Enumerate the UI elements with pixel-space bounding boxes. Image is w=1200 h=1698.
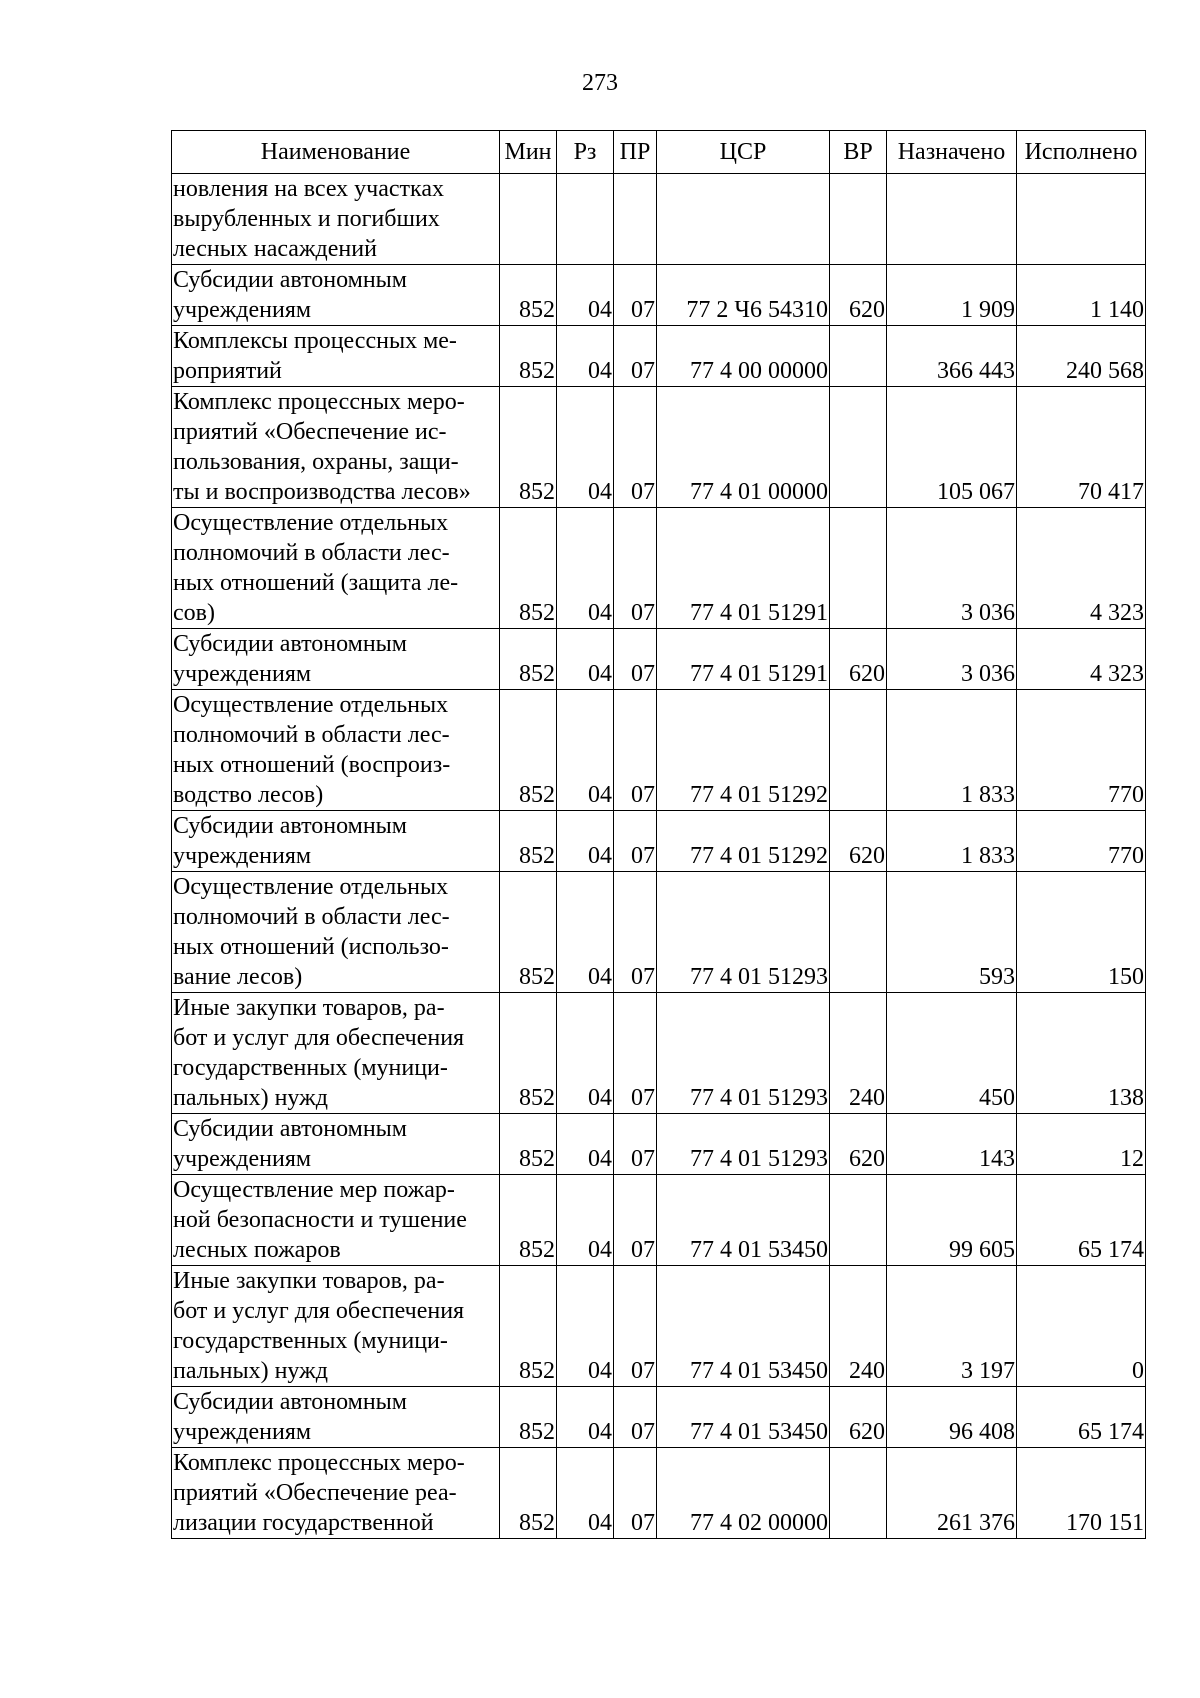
cell-csr: 77 4 01 00000: [657, 387, 830, 508]
cell-executed: 138: [1017, 993, 1146, 1114]
header-executed: Исполнено: [1017, 131, 1146, 174]
table-row: [172, 811, 1146, 872]
cell-assigned: 261 376: [887, 1448, 1017, 1539]
cell-assigned: 366 443: [887, 326, 1017, 387]
cell-name: Субсидии автономным учреждениям: [172, 811, 500, 872]
table-row: [172, 629, 1146, 690]
table-header-row: [172, 131, 1146, 174]
cell-min: 852: [500, 387, 557, 508]
cell-pr: 07: [614, 1175, 657, 1266]
cell-executed: [1017, 174, 1146, 265]
cell-vr: 620: [830, 1387, 887, 1448]
cell-csr: 77 4 01 51292: [657, 690, 830, 811]
cell-assigned: 450: [887, 993, 1017, 1114]
cell-pr: 07: [614, 265, 657, 326]
cell-rz: 04: [557, 1387, 614, 1448]
cell-rz: 04: [557, 811, 614, 872]
table-row: [172, 326, 1146, 387]
cell-executed: 770: [1017, 811, 1146, 872]
cell-csr: 77 4 01 53450: [657, 1175, 830, 1266]
cell-executed: 240 568: [1017, 326, 1146, 387]
cell-assigned: [887, 174, 1017, 265]
cell-min: [500, 174, 557, 265]
cell-csr: 77 4 02 00000: [657, 1448, 830, 1539]
cell-pr: 07: [614, 1114, 657, 1175]
cell-min: 852: [500, 1114, 557, 1175]
cell-min: 852: [500, 1448, 557, 1539]
cell-pr: 07: [614, 326, 657, 387]
cell-name: Субсидии автономным учреждениям: [172, 265, 500, 326]
cell-pr: 07: [614, 387, 657, 508]
cell-vr: 620: [830, 629, 887, 690]
table-row: [172, 1387, 1146, 1448]
cell-rz: 04: [557, 690, 614, 811]
table-row: [172, 1266, 1146, 1387]
budget-table: [171, 130, 1146, 1539]
cell-rz: 04: [557, 993, 614, 1114]
cell-assigned: 3 036: [887, 508, 1017, 629]
cell-min: 852: [500, 690, 557, 811]
cell-min: 852: [500, 508, 557, 629]
cell-rz: 04: [557, 508, 614, 629]
cell-vr: 240: [830, 993, 887, 1114]
cell-executed: 12: [1017, 1114, 1146, 1175]
cell-executed: 0: [1017, 1266, 1146, 1387]
cell-pr: 07: [614, 1387, 657, 1448]
cell-assigned: 99 605: [887, 1175, 1017, 1266]
cell-name: новления на всех участках вырубленных и погибших лесных насаждений: [172, 174, 500, 265]
cell-csr: 77 4 01 51291: [657, 508, 830, 629]
cell-vr: [830, 1175, 887, 1266]
cell-assigned: 105 067: [887, 387, 1017, 508]
cell-vr: [830, 1448, 887, 1539]
header-min: Мин: [500, 131, 557, 174]
cell-vr: [830, 326, 887, 387]
table-row: [172, 872, 1146, 993]
cell-pr: 07: [614, 508, 657, 629]
cell-csr: 77 4 01 53450: [657, 1387, 830, 1448]
cell-vr: 620: [830, 1114, 887, 1175]
header-csr: ЦСР: [657, 131, 830, 174]
cell-min: 852: [500, 872, 557, 993]
cell-csr: 77 4 01 51293: [657, 993, 830, 1114]
cell-assigned: 96 408: [887, 1387, 1017, 1448]
cell-assigned: 3 197: [887, 1266, 1017, 1387]
header-vr: ВР: [830, 131, 887, 174]
page-number: 273: [582, 70, 618, 96]
cell-assigned: 3 036: [887, 629, 1017, 690]
cell-csr: 77 4 01 51292: [657, 811, 830, 872]
cell-executed: 4 323: [1017, 508, 1146, 629]
table-row: [172, 1448, 1146, 1539]
cell-rz: 04: [557, 1448, 614, 1539]
cell-pr: 07: [614, 811, 657, 872]
cell-name: Осуществление отдельных полномочий в области лес- ных отношений (защита ле- сов): [172, 508, 500, 629]
table-row: [172, 993, 1146, 1114]
cell-pr: 07: [614, 690, 657, 811]
cell-name: Субсидии автономным учреждениям: [172, 1114, 500, 1175]
cell-pr: 07: [614, 993, 657, 1114]
cell-pr: [614, 174, 657, 265]
cell-executed: 65 174: [1017, 1387, 1146, 1448]
cell-csr: 77 4 00 00000: [657, 326, 830, 387]
cell-csr: 77 4 01 53450: [657, 1266, 830, 1387]
cell-executed: 1 140: [1017, 265, 1146, 326]
cell-rz: 04: [557, 265, 614, 326]
table-row: [172, 690, 1146, 811]
cell-min: 852: [500, 993, 557, 1114]
cell-name: Комплекс процессных меро- приятий «Обеспечение реа- лизации государственной: [172, 1448, 500, 1539]
cell-assigned: 593: [887, 872, 1017, 993]
header-assigned: Назначено: [887, 131, 1017, 174]
cell-rz: 04: [557, 1114, 614, 1175]
cell-assigned: 1 833: [887, 690, 1017, 811]
header-pr: ПР: [614, 131, 657, 174]
cell-executed: 4 323: [1017, 629, 1146, 690]
cell-rz: 04: [557, 629, 614, 690]
cell-csr: 77 4 01 51293: [657, 1114, 830, 1175]
cell-csr: [657, 174, 830, 265]
cell-min: 852: [500, 1175, 557, 1266]
cell-assigned: 1 833: [887, 811, 1017, 872]
cell-executed: 65 174: [1017, 1175, 1146, 1266]
cell-name: Комплексы процессных ме- роприятий: [172, 326, 500, 387]
header-name: Наименование: [172, 131, 500, 174]
cell-name: Осуществление мер пожар- ной безопасности и тушение лесных пожаров: [172, 1175, 500, 1266]
cell-csr: 77 2 Ч6 54310: [657, 265, 830, 326]
table-row: [172, 387, 1146, 508]
cell-min: 852: [500, 1266, 557, 1387]
cell-vr: [830, 387, 887, 508]
cell-csr: 77 4 01 51293: [657, 872, 830, 993]
table-row: [172, 1175, 1146, 1266]
cell-pr: 07: [614, 1266, 657, 1387]
cell-executed: 70 417: [1017, 387, 1146, 508]
cell-rz: 04: [557, 1266, 614, 1387]
cell-vr: 620: [830, 265, 887, 326]
table-row: [172, 508, 1146, 629]
cell-vr: [830, 872, 887, 993]
cell-min: 852: [500, 265, 557, 326]
cell-pr: 07: [614, 629, 657, 690]
table-row: [172, 265, 1146, 326]
cell-vr: 620: [830, 811, 887, 872]
cell-name: Субсидии автономным учреждениям: [172, 629, 500, 690]
cell-name: Комплекс процессных меро- приятий «Обеспечение ис- пользования, охраны, защи- ты и воспроизводства лесов»: [172, 387, 500, 508]
cell-name: Иные закупки товаров, ра- бот и услуг для обеспечения государственных (муници- пальных) нужд: [172, 1266, 500, 1387]
cell-rz: 04: [557, 1175, 614, 1266]
cell-rz: [557, 174, 614, 265]
cell-executed: 150: [1017, 872, 1146, 993]
cell-name: Иные закупки товаров, ра- бот и услуг для обеспечения государственных (муници- пальных) нужд: [172, 993, 500, 1114]
table-row: [172, 1114, 1146, 1175]
cell-vr: [830, 690, 887, 811]
cell-pr: 07: [614, 872, 657, 993]
cell-rz: 04: [557, 872, 614, 993]
cell-vr: [830, 508, 887, 629]
cell-csr: 77 4 01 51291: [657, 629, 830, 690]
cell-min: 852: [500, 629, 557, 690]
cell-executed: 770: [1017, 690, 1146, 811]
cell-name: Осуществление отдельных полномочий в области лес- ных отношений (воспроиз- водство лесов): [172, 690, 500, 811]
cell-vr: 240: [830, 1266, 887, 1387]
cell-min: 852: [500, 1387, 557, 1448]
cell-min: 852: [500, 326, 557, 387]
cell-assigned: 143: [887, 1114, 1017, 1175]
cell-vr: [830, 174, 887, 265]
cell-rz: 04: [557, 326, 614, 387]
cell-pr: 07: [614, 1448, 657, 1539]
cell-assigned: 1 909: [887, 265, 1017, 326]
table-body: [172, 174, 1146, 1539]
cell-name: Субсидии автономным учреждениям: [172, 1387, 500, 1448]
table-row: [172, 174, 1146, 265]
cell-rz: 04: [557, 387, 614, 508]
cell-name: Осуществление отдельных полномочий в области лес- ных отношений (использо- вание лесов): [172, 872, 500, 993]
cell-executed: 170 151: [1017, 1448, 1146, 1539]
header-rz: Рз: [557, 131, 614, 174]
cell-min: 852: [500, 811, 557, 872]
